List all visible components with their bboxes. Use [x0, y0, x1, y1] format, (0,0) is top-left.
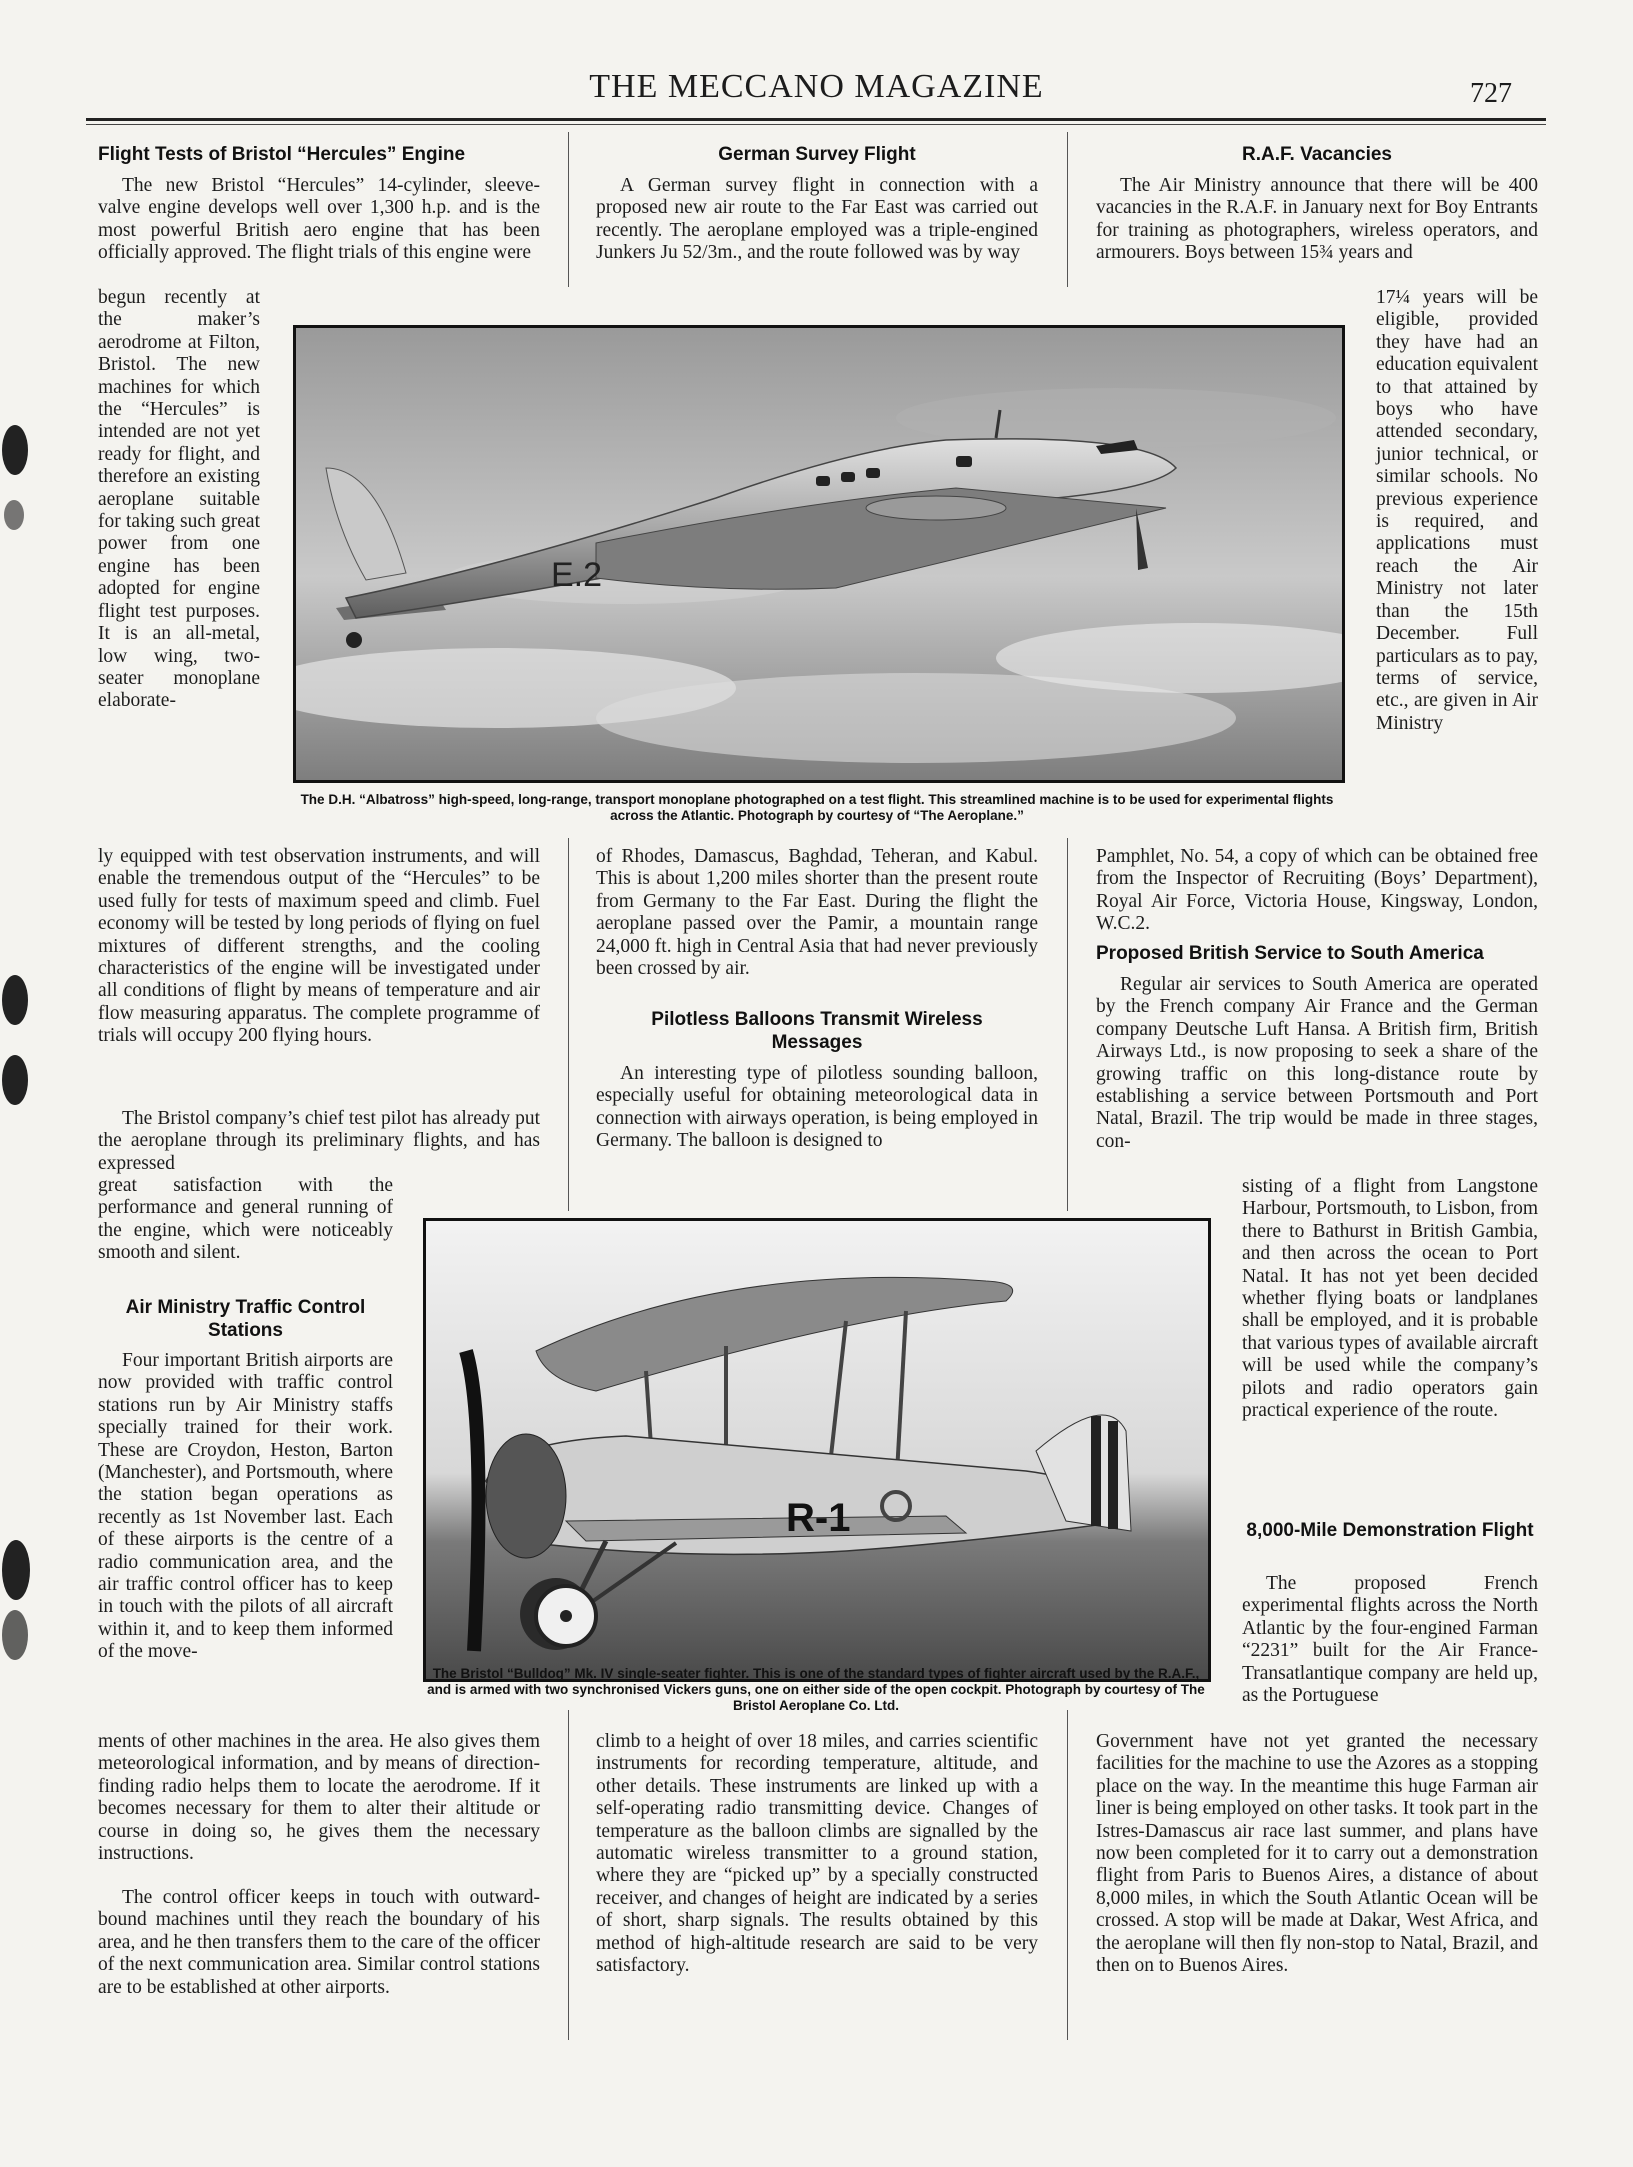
raf-paragraph-narrow: 17¼ years will be eligible, provided they have had an education equivalent to that attained by boys who have attended secondary, junior technical, or similar schools. No previous experience is required, and applications must reach the Air Ministry not later than the 15th December. Full particulars as to pay, terms of service, etc., are given in Air Ministry: [1376, 287, 1538, 734]
binding-hole-6: [2, 1610, 28, 1660]
binding-hole-2: [4, 500, 24, 530]
albatross-registration-marking: E.2: [551, 556, 603, 594]
hercules-paragraph-top: The new Bristol “Hercules” 14-cylinder, sleeve-valve engine develops well over 1,300 h.p. and is the most powerful British aero engine that has been officially approved. The flight trials of this engine were: [98, 175, 540, 264]
bulldog-photo: [423, 1218, 1211, 1682]
south-america-paragraph-wide: Regular air services to South America are operated by the French company Air France and the German company Deutsche Luft Hansa. A British firm, British Airways Ltd., is now proposing to seek a share of the growing traffic on this long-distance route by establishing a service between Portsmouth and Port Natal, Brazil. The trip would be made in three stages, con-: [1096, 974, 1538, 1152]
hercules-paragraph-bottom: ly equipped with test observation instruments, and will enable the tremendous output of the “Hercules” to be used fully for tests of maximum speed and climb. Fuel economy will be tested by long periods of flying on fuel mixtures of different strengths, and the cooling characteristics of the engine will be investigated under all conditions of flight by means of temperature and air flow measuring apparatus. The complete programme of trials will occupy 200 flying hours.: [98, 846, 540, 1047]
albatross-photo: [293, 325, 1345, 783]
survey-paragraph-bottom: of Rhodes, Damascus, Baghdad, Teheran, and Kabul. This is about 1,200 miles shorter than the present route from Germany to the Far East. During the flight the aeroplane passed over the Pamir, a mountain range 24,000 ft. high in Central Asia that had never previously been crossed by air.: [596, 846, 1038, 980]
binding-hole-5: [2, 1540, 30, 1600]
hercules-paragraph-narrow: begun recently at the maker’s aerodrome at Filton, Bristol. The new machines for which the “Hercules” is intended are not yet ready for flight, and therefore an existing aeroplane suitable for taking such great power from one engine has been adopted for engine flight test purposes. It is an all-metal, low wing, two-seater monoplane elaborate-: [98, 287, 260, 712]
balloons-heading: Pilotless Balloons Transmit Wireless Messages: [651, 1009, 983, 1053]
south-america-paragraph-narrow: sisting of a flight from Langstone Harbour, Portsmouth, to Lisbon, from there to Bathurst in British Gambia, and then across the ocean to Port Natal. It has not yet been decided whether flying boats or landplanes shall be employed, and it is probable that various types of available aircraft will be used while the company’s pilots and radio operators gain practical experience of the route.: [1242, 1176, 1538, 1422]
hercules-heading: Flight Tests of Bristol “Hercules” Engine: [98, 144, 466, 165]
raf-paragraph-top: The Air Ministry announce that there will be 400 vacancies in the R.A.F. in January next for Boy Entrants for training as photographers, wireless operators, and armourers. Boys between 15¾ years and: [1096, 175, 1538, 264]
south-america-heading: Proposed British Service to South America: [1096, 943, 1484, 964]
binding-hole-1: [2, 425, 28, 475]
albatross-caption: The D.H. “Albatross” high-speed, long-range, transport monoplane photographed on a test flight. This streamlined machine is to be used for experimental flights across the Atlantic. Photograph by courtesy of “The Aeroplane.”: [300, 792, 1334, 823]
traffic-paragraph-wide: ments of other machines in the area. He also gives them meteorological information, and by means of direction-finding radio helps them to locate the aerodrome. If it becomes necessary for them to alter their altitude or course in doing so, he gives them the necessary instructions.: [98, 1731, 540, 1865]
column-divider-6: [1067, 1710, 1068, 2040]
demo-heading: 8,000-Mile Demonstration Flight: [1246, 1520, 1534, 1541]
bulldog-caption: The Bristol “Bulldog” Mk. IV single-seater fighter. This is one of the standard types of fighter aircraft used by the R.A.F., and is armed with two synchronised Vickers guns, one on either side of the open cockpit. Photograph by courtesy of The Bristol Aeroplane Co. Ltd.: [427, 1666, 1205, 1713]
raf-paragraph-bottom: Pamphlet, No. 54, a copy of which can be obtained free from the Inspector of Recruiting (Boys’ Department), Royal Air Force, Victoria House, Kingsway, London, W.C.2.: [1096, 846, 1538, 935]
hercules-paragraph-2-wide: The Bristol company’s chief test pilot has already put the aeroplane through its preliminary flights, and has expressed: [98, 1108, 540, 1174]
demo-paragraph-narrow: The proposed French experimental flights across the North Atlantic by the four-engined Farman “2231” built for the Air France-Transatlantique company are held up, as the Portuguese: [1242, 1573, 1538, 1707]
traffic-paragraph-narrow: Four important British airports are now provided with traffic control stations run by Air Ministry staffs specially trained for their work. These are Croydon, Heston, Barton (Manchester), and Portsmouth, where the station began operations as recently as 1st November last. Each of these airports is the centre of a radio communication area, and the air traffic control officer has to keep in touch with the pilots of all aircraft within it, and to keep them informed of the move-: [98, 1350, 393, 1663]
masthead-rule: [86, 118, 1546, 121]
balloons-paragraph-top: An interesting type of pilotless sounding balloon, especially useful for obtaining meteorological data in connection with airways operation, is being employed in Germany. The balloon is designed to: [596, 1063, 1038, 1152]
survey-paragraph-top: A German survey flight in connection with a proposed new air route to the Far East was carried out recently. The aeroplane employed was a triple-engined Junkers Ju 52/3m., and the route followed was by way: [596, 175, 1038, 264]
page-number: 727: [1470, 78, 1512, 109]
magazine-title: THE MECCANO MAGAZINE: [589, 68, 1044, 105]
traffic-paragraph-2: The control officer keeps in touch with outward-bound machines until they reach the boundary of his area, and he then transfers them to the care of the officer of the next communication area. Similar control stations are to be established at other airports.: [98, 1887, 540, 1998]
binding-hole-3: [2, 975, 28, 1025]
traffic-heading: Air Ministry Traffic Control Stations: [125, 1297, 366, 1341]
survey-heading: German Survey Flight: [718, 144, 916, 165]
raf-heading: R.A.F. Vacancies: [1242, 144, 1392, 165]
bulldog-registration-marking: R-1: [786, 1496, 851, 1540]
column-divider-1: [568, 132, 569, 287]
column-divider-4: [1067, 838, 1068, 1211]
albatross-illustration: [296, 328, 1342, 780]
binding-hole-4: [2, 1055, 28, 1105]
bulldog-illustration: [426, 1221, 1208, 1679]
demo-paragraph-wide: Government have not yet granted the necessary facilities for the machine to use the Azores as a stopping place on the way. In the meantime this huge Farman air liner is being employed on other tasks. It took part in the Istres-Damascus air race last summer, and plans have now been completed for it to carry out a demonstration flight from Paris to Buenos Aires, a distance of about 8,000 miles, in which the South Atlantic Ocean will be crossed. A stop will be made at Dakar, West Africa, and the aeroplane will then fly non-stop to Natal, Brazil, and then on to Buenos Aires.: [1096, 1731, 1538, 1977]
balloons-paragraph-bottom: climb to a height of over 18 miles, and carries scientific instruments for recording temperature, altitude, and other details. These instruments are linked up with a self-operating radio transmitting device. Changes of temperature as the balloon climbs are signalled by the automatic wireless transmitter to a ground station, where they are “picked up” by a specially constructed receiver, and changes of height are indicated by a series of short, sharp signals. The results obtained by this method of high-altitude research are said to be very satisfactory.: [596, 1731, 1038, 1977]
column-divider-3: [568, 838, 569, 1211]
column-divider-5: [568, 1710, 569, 2040]
column-divider-2: [1067, 132, 1068, 287]
masthead-rule-thin: [86, 124, 1546, 125]
hercules-paragraph-2-narrow: great satisfaction with the performance and general running of the engine, which were noticeably smooth and silent.: [98, 1175, 393, 1264]
